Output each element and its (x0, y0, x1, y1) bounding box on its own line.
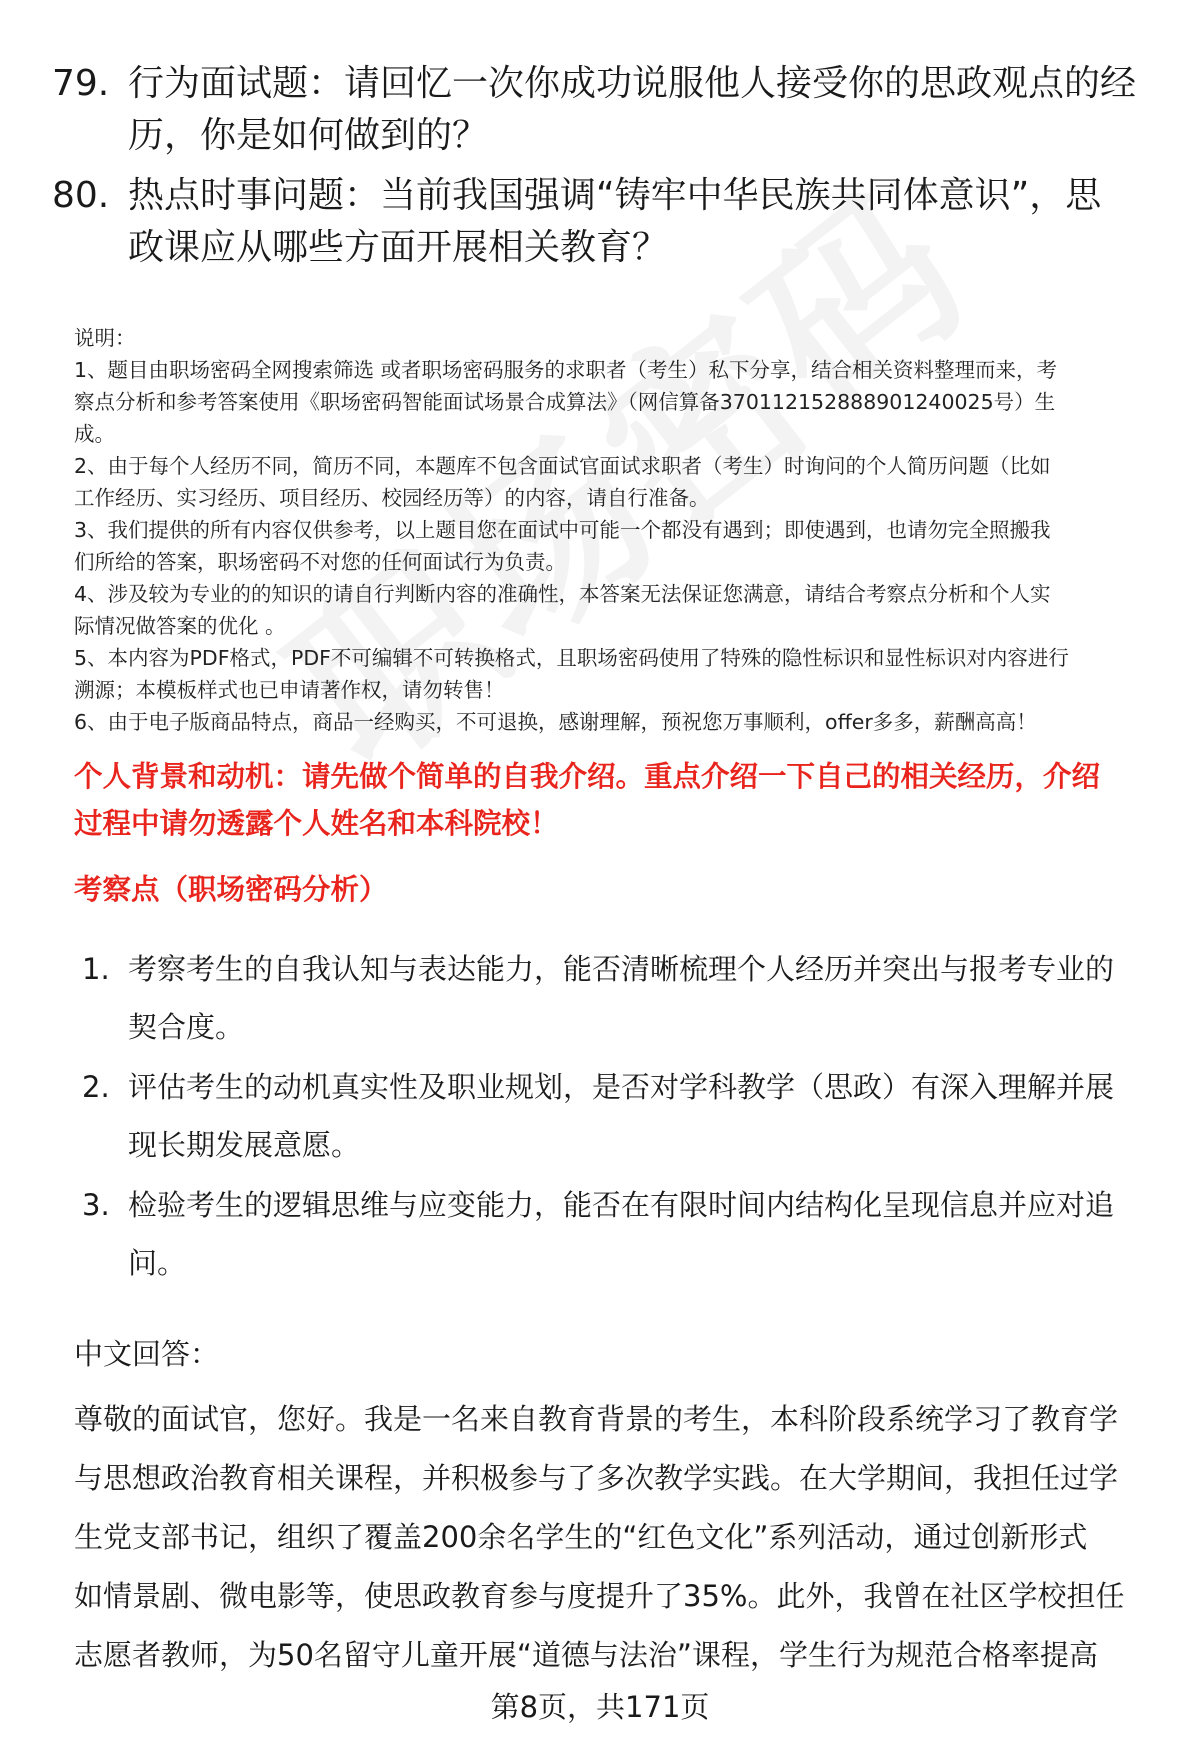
section-heading (74, 753, 1154, 847)
assessment-point (82, 940, 1162, 1056)
note-line: 溯源；本模板样式也已申请著作权，请勿转售！ (74, 678, 505, 702)
disclaimer-notes (74, 322, 1164, 738)
question-line: 政课应从哪些方面开展相关教育？ (128, 227, 669, 268)
question-line: 历，你是如何做到的？ (128, 115, 489, 156)
question-80 (52, 170, 1152, 274)
point-number: 1. (82, 952, 110, 986)
section-heading-line: 过程中请勿透露个人姓名和本科院校！ (74, 807, 559, 840)
note-line: 5、本内容为PDF格式，PDF不可编辑不可转换格式，且职场密码使用了特殊的隐性标识和显性标识对内容进行 (74, 646, 1069, 670)
point-number: 2. (82, 1070, 110, 1104)
answer-body (74, 1390, 1154, 1685)
assessment-points (82, 940, 1162, 1294)
note-line: 1、题目由职场密码全网搜索筛选 或者职场密码服务的求职者（考生）私下分享，结合相关资料整理而来，考 (74, 358, 1058, 382)
answer-line: 志愿者教师，为50名留守儿童开展“道德与法治”课程，学生行为规范合格率提高 (74, 1638, 1098, 1672)
section-subheading: 考察点（职场密码分析） (74, 873, 388, 906)
point-line: 问。 (128, 1246, 187, 1280)
question-number: 79. (52, 63, 110, 104)
note-line: 工作经历、实习经历、项目经历、校园经历等）的内容，请自行准备。 (74, 486, 710, 510)
section-heading-line: 个人背景和动机：请先做个简单的自我介绍。重点介绍一下自己的相关经历，介绍 (74, 760, 1101, 793)
note-line: 际情况做答案的优化 。 (74, 614, 286, 638)
answer-line: 与思想政治教育相关课程，并积极参与了多次教学实践。在大学期间，我担任过学 (74, 1461, 1119, 1495)
answer-line: 尊敬的面试官，您好。我是一名来自教育背景的考生，本科阶段系统学习了教育学 (74, 1402, 1119, 1436)
note-line: 3、我们提供的所有内容仅供参考，以上题目您在面试中可能一个都没有遇到；即使遇到，也请勿完全照搬我 (74, 518, 1051, 542)
question-number: 80. (52, 175, 110, 216)
assessment-point (82, 1176, 1162, 1292)
question-line: 行为面试题：请回忆一次你成功说服他人接受你的思政观点的经 (128, 63, 1137, 104)
assessment-point (82, 1058, 1162, 1174)
point-line: 检验考生的逻辑思维与应变能力，能否在有限时间内结构化呈现信息并应对追 (128, 1188, 1115, 1222)
point-line: 考察考生的自我认知与表达能力，能否清晰梳理个人经历并突出与报考专业的 (128, 952, 1115, 986)
note-line: 2、由于每个人经历不同，简历不同，本题库不包含面试官面试求职者（考生）时询问的个人简历问题（比如 (74, 454, 1051, 478)
question-line: 热点时事问题：当前我国强调“铸牢中华民族共同体意识”，思 (128, 175, 1102, 216)
note-line: 说明： (74, 326, 136, 350)
answer-line: 如情景剧、微电影等，使思政教育参与度提升了35%。此外，我曾在社区学校担任 (74, 1579, 1125, 1613)
page-footer: 第8页，共171页 (490, 1690, 710, 1724)
note-line: 察点分析和参考答案使用《职场密码智能面试场景合成算法》（网信算备370112152888901240025号）生 (74, 390, 1056, 414)
question-79 (52, 58, 1152, 162)
answer-line: 生党支部书记，组织了覆盖200余名学生的“红色文化”系列活动，通过创新形式 (74, 1520, 1088, 1554)
note-line: 6、由于电子版商品特点，商品一经购买，不可退换，感谢理解，预祝您万事顺利，offer多多，薪酬高高！ (74, 710, 1037, 734)
note-line: 成。 (74, 422, 115, 446)
point-line: 契合度。 (128, 1010, 245, 1044)
answer-label: 中文回答： (74, 1337, 220, 1371)
point-line: 评估考生的动机真实性及职业规划，是否对学科教学（思政）有深入理解并展 (128, 1070, 1115, 1104)
point-line: 现长期发展意愿。 (128, 1128, 361, 1162)
point-number: 3. (82, 1188, 110, 1222)
note-line: 们所给的答案，职场密码不对您的任何面试行为负责。 (74, 550, 566, 574)
note-line: 4、涉及较为专业的的知识的请自行判断内容的准确性，本答案无法保证您满意，请结合考察点分析和个人实 (74, 582, 1051, 606)
